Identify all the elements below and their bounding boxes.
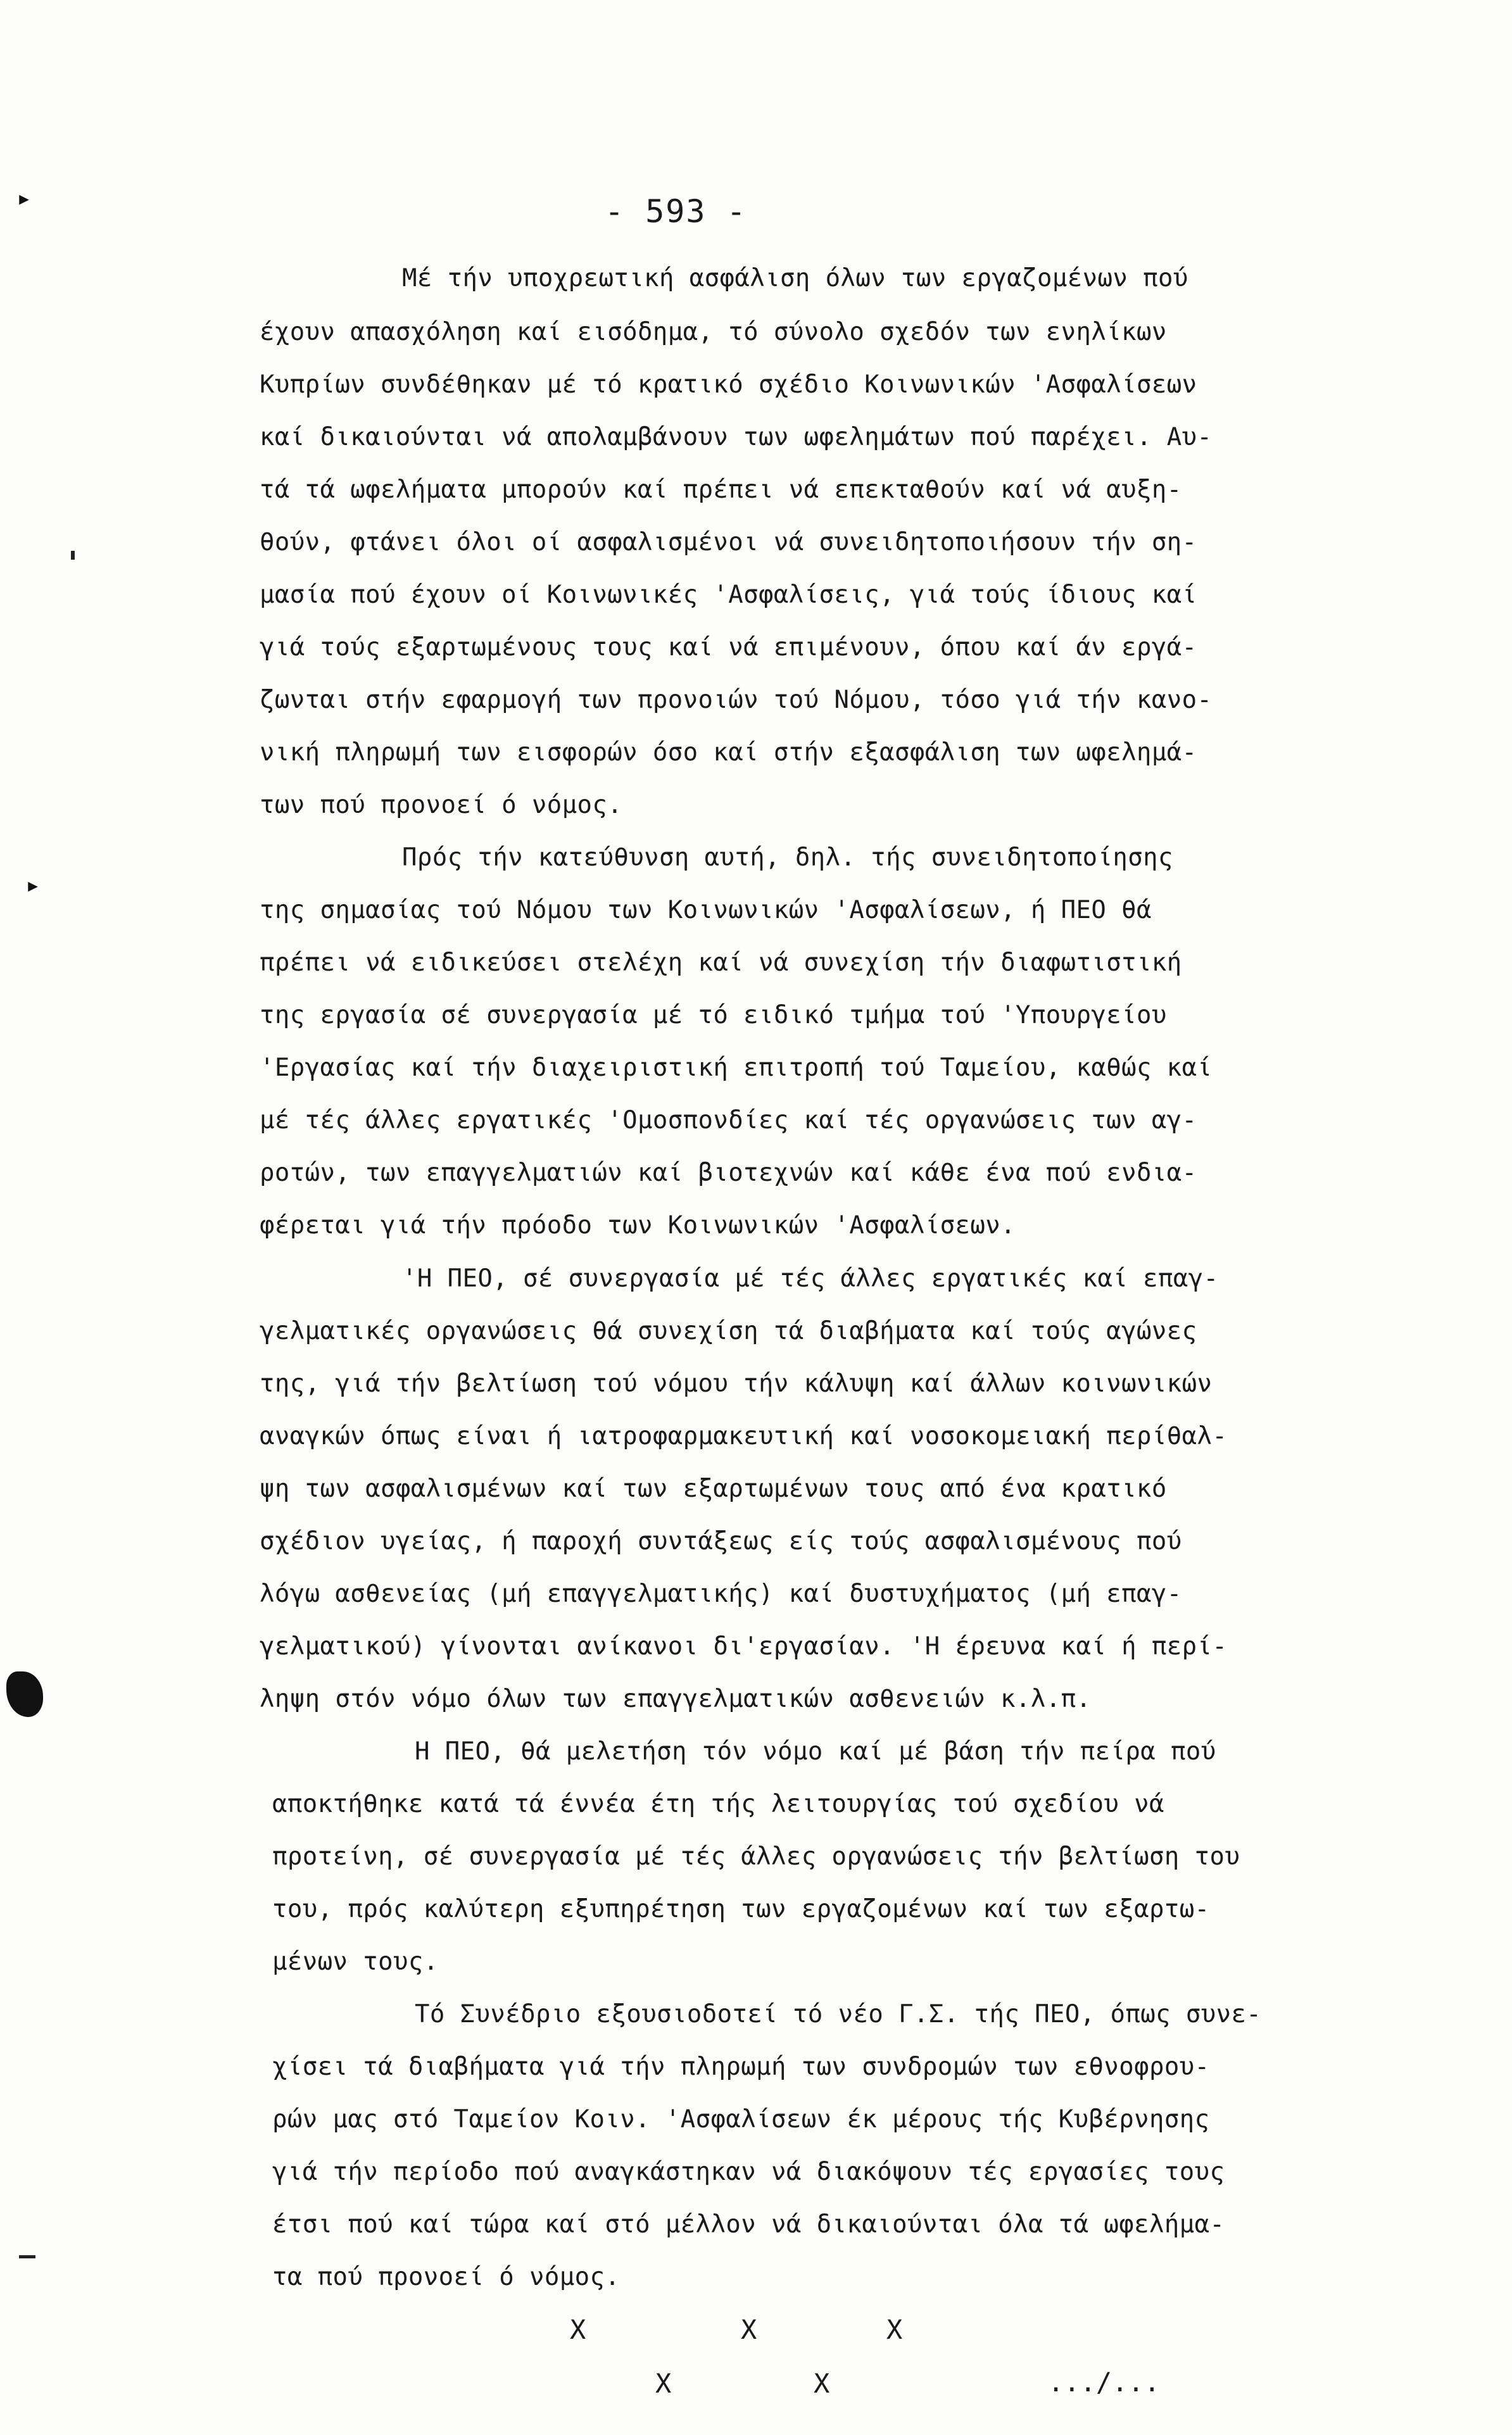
- margin-arrow-mark: ▸: [16, 184, 32, 213]
- text-line: αναγκών όπως είναι ή ιατροφαρμακευτική καί νοσοκομειακή περίθαλ-: [260, 1422, 1228, 1450]
- text-line: αποκτήθηκε κατά τά έννέα έτη τής λειτουργίας τού σχεδίου νά: [272, 1790, 1164, 1818]
- text-line: γιά τούς εξαρτωμένους τους καί νά επιμένουν, όπου καί άν εργά-: [260, 633, 1197, 662]
- text-line: Τό Συνέδριο εξουσιοδοτεί τό νέο Γ.Σ. τής ΠΕΟ, όπως συνε-: [415, 2000, 1262, 2029]
- text-line: γιά τήν περίοδο πού αναγκάστηκαν νά διακόψουν τές εργασίες τους: [272, 2158, 1225, 2186]
- speck: [71, 551, 75, 560]
- text-line: τα πού προνοεί ό νόμος.: [272, 2263, 621, 2291]
- text-line: Κυπρίων συνδέθηκαν μέ τό κρατικό σχέδιο Κοινωνικών 'Ασφαλίσεων: [260, 370, 1197, 399]
- text-line: 'Η ΠΕΟ, σέ συνεργασία μέ τές άλλες εργατικές καί επαγ-: [402, 1264, 1219, 1293]
- text-line: της σημασίας τού Νόμου των Κοινωνικών 'Ασφαλίσεων, ή ΠΕΟ θά: [260, 896, 1152, 924]
- text-line: έτσι πού καί τώρα καί στό μέλλον νά δικαιούνται όλα τά ωφελήμα-: [272, 2210, 1225, 2239]
- text-line: λόγω ασθενείας (μή επαγγελματικής) καί δυστυχήματος (μή επαγ-: [260, 1580, 1182, 1608]
- margin-arrow-mark: ▸: [25, 871, 41, 900]
- text-line: ροτών, των επαγγελματιών καί βιοτεχνών καί κάθε ένα πού ενδια-: [260, 1159, 1197, 1187]
- text-line: γελματικού) γίνονται ανίκανοι δι'εργασίαν. 'Η έρευνα καί ή περί-: [260, 1632, 1228, 1661]
- text-line: μένων τους.: [272, 1947, 439, 1976]
- text-line: της εργασία σέ συνεργασία μέ τό ειδικό τμήμα τού 'Υπουργείου: [260, 1001, 1167, 1029]
- text-line: μασία πού έχουν οί Κοινωνικές 'Ασφαλίσεις, γιά τούς ίδιους καί: [260, 581, 1197, 609]
- text-line: νική πληρωμή των εισφορών όσο καί στήν εξασφάλιση των ωφελημά-: [260, 738, 1197, 767]
- text-line: γελματικές οργανώσεις θά συνεχίση τά διαβήματα καί τούς αγώνες: [260, 1317, 1197, 1345]
- text-line: τά τά ωφελήματα μπορούν καί πρέπει νά επεκταθούν καί νά αυξη-: [260, 475, 1182, 504]
- closing-x-mark: Χ: [741, 2314, 757, 2345]
- text-line: ζωνται στήν εφαρμογή των προνοιών τού Νόμου, τόσο γιά τήν κανο-: [260, 686, 1213, 714]
- text-line: ληψη στόν νόμο όλων των επαγγελματικών ασθενειών κ.λ.π.: [260, 1685, 1092, 1713]
- continuation-mark: .../...: [1048, 2367, 1161, 2398]
- text-line: θούν, φτάνει όλοι οί ασφαλισμένοι νά συνειδητοποιήσουν τήν ση-: [260, 528, 1197, 557]
- page-number: - 593 -: [605, 193, 747, 230]
- closing-x-mark: Χ: [655, 2368, 672, 2399]
- text-line: μέ τές άλλες εργατικές 'Ομοσπονδίες καί τές οργανώσεις των αγ-: [260, 1106, 1197, 1135]
- text-line: έχουν απασχόληση καί εισόδημα, τό σύνολο σχεδόν των ενηλίκων: [260, 318, 1167, 346]
- text-line: καί δικαιούνται νά απολαμβάνουν των ωφελημάτων πού παρέχει. Αυ-: [260, 423, 1213, 451]
- text-line: πρέπει νά ειδικεύσει στελέχη καί νά συνεχίση τήν διαφωτιστική: [260, 948, 1182, 977]
- text-line: ψη των ασφαλισμένων καί των εξαρτωμένων τους από ένα κρατικό: [260, 1475, 1167, 1503]
- text-line: χίσει τά διαβήματα γιά τήν πληρωμή των συνδρομών των εθνοφρου-: [272, 2053, 1210, 2081]
- text-line: Πρός τήν κατεύθυνση αυτή, δηλ. τής συνειδητοποίησης: [402, 843, 1173, 872]
- text-line: του, πρός καλύτερη εξυπηρέτηση των εργαζομένων καί των εξαρτω-: [272, 1895, 1210, 1923]
- text-line: προτείνη, σέ συνεργασία μέ τές άλλες οργανώσεις τήν βελτίωση του: [272, 1842, 1240, 1871]
- text-line: Μέ τήν υποχρεωτική ασφάλιση όλων των εργαζομένων πού: [402, 264, 1188, 293]
- text-line: φέρεται γιά τήν πρόοδο των Κοινωνικών 'Ασφαλίσεων.: [260, 1211, 1016, 1240]
- text-line: σχέδιον υγείας, ή παροχή συντάξεως είς τούς ασφαλισμένους πού: [260, 1527, 1182, 1556]
- text-line: ρών μας στό Ταμείον Κοιν. 'Ασφαλίσεων έκ μέρους τής Κυβέρνησης: [272, 2105, 1210, 2134]
- text-line: των πού προνοεί ό νόμος.: [260, 791, 623, 819]
- closing-x-mark: Χ: [886, 2314, 903, 2345]
- text-line: Η ΠΕΟ, θά μελετήση τόν νόμο καί μέ βάση τήν πείρα πού: [415, 1737, 1216, 1766]
- text-line: 'Εργασίας καί τήν διαχειριστική επιτροπή τού Ταμείου, καθώς καί: [260, 1054, 1213, 1082]
- text-line: της, γιά τήν βελτίωση τού νόμου τήν κάλυψη καί άλλων κοινωνικών: [260, 1369, 1213, 1398]
- closing-x-mark: Χ: [570, 2314, 586, 2345]
- speck: [19, 2255, 35, 2258]
- closing-x-mark: Χ: [814, 2368, 830, 2399]
- ink-blot: [6, 1671, 43, 1717]
